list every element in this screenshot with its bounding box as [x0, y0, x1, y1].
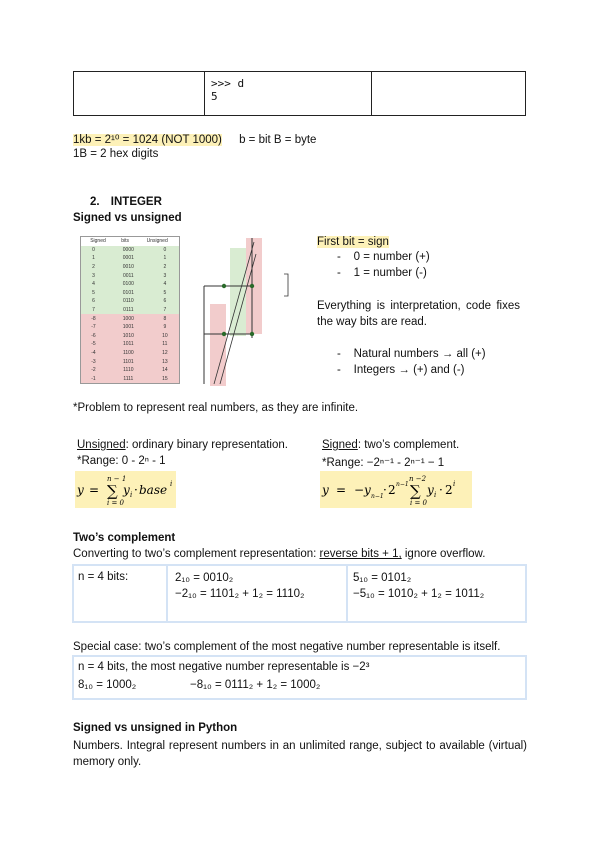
unsigned-range: *Range: 0 - 2ⁿ - 1: [77, 455, 166, 467]
svg-text:·: ·: [134, 483, 138, 497]
svg-text:base: base: [139, 483, 168, 497]
bit-table-cell: 1011: [122, 341, 134, 348]
svg-text:·: ·: [439, 483, 443, 497]
svg-text:∑: ∑: [410, 482, 421, 500]
interpretation-note: Everything is interpretation, code fixes the way bits are read.: [317, 300, 520, 328]
hex-note: 1B = 2 hex digits: [73, 148, 159, 160]
svg-text:−: −: [354, 483, 365, 497]
bit-table-cell: 1: [92, 255, 95, 262]
bit-table-row: [81, 357, 179, 366]
bit-table-cell: -7: [91, 324, 96, 331]
bit-table-row: [81, 314, 179, 323]
unsigned-formula: [75, 471, 176, 508]
svg-text:y: y: [427, 483, 434, 497]
bit-table-cell: 3: [92, 272, 95, 279]
bit-table-cell: 0: [163, 246, 167, 253]
special-line-1: n = 4 bits, the most negative number representable is −2³: [78, 661, 370, 673]
svg-text:y: y: [77, 483, 84, 497]
bit-table-row: [81, 366, 179, 375]
bit-table-cell: 2: [92, 264, 95, 271]
bit-table-header: Unsigned: [146, 238, 168, 245]
first-bit-text: First bit = sign: [317, 236, 389, 248]
twos-heading: Two’s complement: [73, 532, 176, 544]
bit-byte-note: b = bit B = byte: [239, 134, 317, 146]
special-line-2b: −8₁₀ = 0111₂ + 1₂ = 1000₂: [190, 679, 321, 691]
bit-table-row: [81, 332, 179, 341]
svg-text:n−1: n−1: [371, 493, 384, 500]
section-heading: [90, 196, 162, 208]
sign-item-text: 1 = number (-): [353, 267, 427, 279]
bit-table-row: [81, 323, 179, 332]
sign-item-1: - 1 = number (-): [337, 267, 427, 279]
bit-table-row: [81, 271, 179, 280]
bit-table-figure: [80, 236, 180, 384]
bit-table-row: [81, 297, 179, 306]
number-wheel-diagram: [190, 234, 302, 388]
unsigned-label: Unsigned: [77, 439, 126, 451]
bit-table-cell: 11: [162, 341, 168, 348]
svg-text:y: y: [123, 483, 130, 497]
svg-text:·: ·: [383, 483, 387, 497]
bit-table-row: [81, 375, 179, 384]
twos-intro-text: Converting to two’s complement representation:: [73, 548, 320, 560]
bit-table-header: Signed: [90, 238, 106, 245]
bit-table-cell: 7: [163, 307, 167, 314]
bit-table-cell: 9: [163, 324, 167, 331]
bit-table-cell: 0101: [122, 289, 134, 296]
bit-table-cell: 0: [92, 246, 95, 253]
bit-table-cell: 0110: [122, 298, 134, 305]
top-table-code-cell: [205, 72, 372, 116]
svg-text:n−1: n−1: [396, 481, 409, 488]
bit-table-cell: -6: [91, 332, 96, 339]
twos-intro-tail: ignore overflow.: [401, 548, 486, 560]
svg-text:=: =: [336, 483, 347, 497]
svg-text:i = 0: i = 0: [107, 499, 125, 507]
kb-note: [73, 132, 316, 146]
example-5: 5₁₀ = 0101₂: [353, 572, 412, 584]
python-text: Numbers. Integral represent numbers in an unlimited range, subject to available (virtual) memory only.: [73, 740, 527, 768]
signed-desc-text: : two’s complement.: [357, 439, 460, 451]
kb-highlight: 1kb = 2¹⁰ = 1024 (NOT 1000): [73, 134, 222, 146]
bit-table-cell: 5: [163, 289, 167, 296]
negative-region: [210, 304, 226, 386]
bit-table-cell: 2: [163, 264, 167, 271]
svg-text:∑: ∑: [107, 482, 118, 500]
top-code-table: [73, 71, 526, 116]
bits-label: n = 4 bits:: [78, 571, 129, 583]
bit-table-cell: -5: [91, 341, 96, 348]
sign-item-text: 0 = number (+): [353, 251, 430, 263]
bit-table-cell: 10: [162, 332, 168, 339]
example-neg5: −5₁₀ = 1010₂ + 1₂ = 1011₂: [353, 588, 485, 600]
code-line-1: >>> d: [211, 77, 245, 90]
bit-table-cell: 13: [162, 358, 168, 365]
example-2: 2₁₀ = 0010₂: [175, 572, 234, 584]
bit-table-row: [81, 263, 179, 272]
bit-table-cell: 0111: [123, 307, 134, 314]
bit-table-cell: 0001: [122, 255, 134, 262]
bit-table-cell: 7: [92, 307, 95, 314]
svg-text:y: y: [322, 483, 329, 497]
bit-table-cell: 0100: [122, 281, 134, 288]
twos-intro-emph: reverse bits + 1,: [319, 548, 402, 560]
bit-table-cell: -2: [91, 367, 96, 374]
svg-text:y: y: [364, 483, 371, 497]
unsigned-desc: [77, 439, 288, 451]
bit-table-cell: 3: [163, 272, 167, 279]
python-heading: Signed vs unsigned in Python: [73, 722, 238, 734]
section-subtitle: Signed vs unsigned: [73, 212, 182, 224]
svg-text:n −2: n −2: [409, 475, 427, 483]
bit-table-header: bits: [121, 238, 130, 245]
twos-example-box: [72, 564, 527, 623]
special-case-box: [72, 655, 527, 700]
bit-table-cell: -8: [91, 315, 96, 322]
top-table-cell-empty-right: [372, 72, 526, 116]
special-line-2a: 8₁₀ = 1000₂: [78, 679, 137, 691]
bit-table-cell: 1000: [122, 315, 134, 322]
bit-table-cell: 0011: [122, 272, 134, 279]
bit-table-row: [81, 340, 179, 349]
svg-text:i: i: [453, 480, 456, 488]
kind-item-0: - Natural numbers → all (+): [337, 348, 486, 360]
bit-table-cell: 6: [163, 298, 167, 305]
bit-table: [81, 237, 179, 246]
bit-table-cell: 0010: [122, 264, 134, 271]
bit-table-cell: 1: [163, 255, 167, 262]
bit-table-row: [81, 246, 179, 255]
bit-table-cell: 1110: [123, 367, 134, 374]
svg-text:i: i: [130, 491, 133, 499]
signed-desc: [322, 439, 459, 451]
bit-table-row: [81, 306, 179, 315]
problem-note: *Problem to represent real numbers, as they are infinite.: [73, 402, 359, 414]
section-number: 2.: [90, 196, 100, 208]
bit-table-cell: 14: [162, 367, 168, 374]
bit-table-cell: 1101: [122, 358, 134, 365]
bit-table-body: [81, 246, 179, 384]
bit-table-cell: 6: [92, 298, 95, 305]
kind-item-text: Integers → (+) and (-): [353, 364, 465, 376]
bit-table-cell: 1001: [122, 324, 134, 331]
bit-table-row: [81, 289, 179, 298]
bit-table-cell: 1100: [122, 350, 134, 357]
bit-table-cell: 5: [92, 289, 95, 296]
sign-item-0: - 0 = number (+): [337, 251, 430, 263]
bit-table-cell: -4: [91, 350, 96, 357]
svg-text:i: i: [170, 480, 173, 488]
bit-table-cell: 8: [163, 315, 167, 322]
svg-text:n − 1: n − 1: [107, 475, 127, 483]
bit-table-cell: 4: [92, 281, 95, 288]
special-case-note: Special case: two’s complement of the most negative number representable is itself.: [73, 641, 501, 653]
bit-table-cell: 1111: [123, 375, 134, 382]
signed-label: Signed: [322, 439, 358, 451]
kind-item-text: Natural numbers → all (+): [353, 348, 486, 360]
svg-text:i: i: [434, 491, 437, 499]
bit-table-cell: 12: [162, 350, 168, 357]
top-table-cell-empty: [74, 72, 205, 116]
bit-table-cell: 0000: [122, 246, 134, 253]
svg-text:2: 2: [388, 483, 396, 497]
twos-intro: [73, 548, 485, 560]
bit-table-row: [81, 280, 179, 289]
kind-item-1: - Integers → (+) and (-): [337, 364, 465, 376]
unsigned-desc-text: : ordinary binary representation.: [125, 439, 288, 451]
example-neg2: −2₁₀ = 1101₂ + 1₂ = 1110₂: [175, 588, 305, 600]
bit-table-cell: 1010: [122, 332, 134, 339]
signed-formula: [320, 471, 472, 508]
bit-table-row: [81, 254, 179, 263]
first-bit-note: [317, 236, 389, 248]
svg-text:i = 0: i = 0: [410, 499, 428, 507]
bit-table-row: [81, 349, 179, 358]
svg-text:=: =: [89, 483, 100, 497]
svg-text:2: 2: [445, 483, 453, 497]
code-line-2: 5: [211, 90, 218, 103]
bit-table-cell: 15: [162, 375, 168, 382]
signed-range: *Range: −2ⁿ⁻¹ - 2ⁿ⁻¹ − 1: [322, 457, 445, 469]
bit-table-cell: -3: [91, 358, 96, 365]
bit-table-cell: 4: [163, 281, 167, 288]
positive-region: [230, 248, 246, 336]
bit-table-cell: -1: [91, 375, 96, 382]
section-title: INTEGER: [110, 196, 162, 208]
